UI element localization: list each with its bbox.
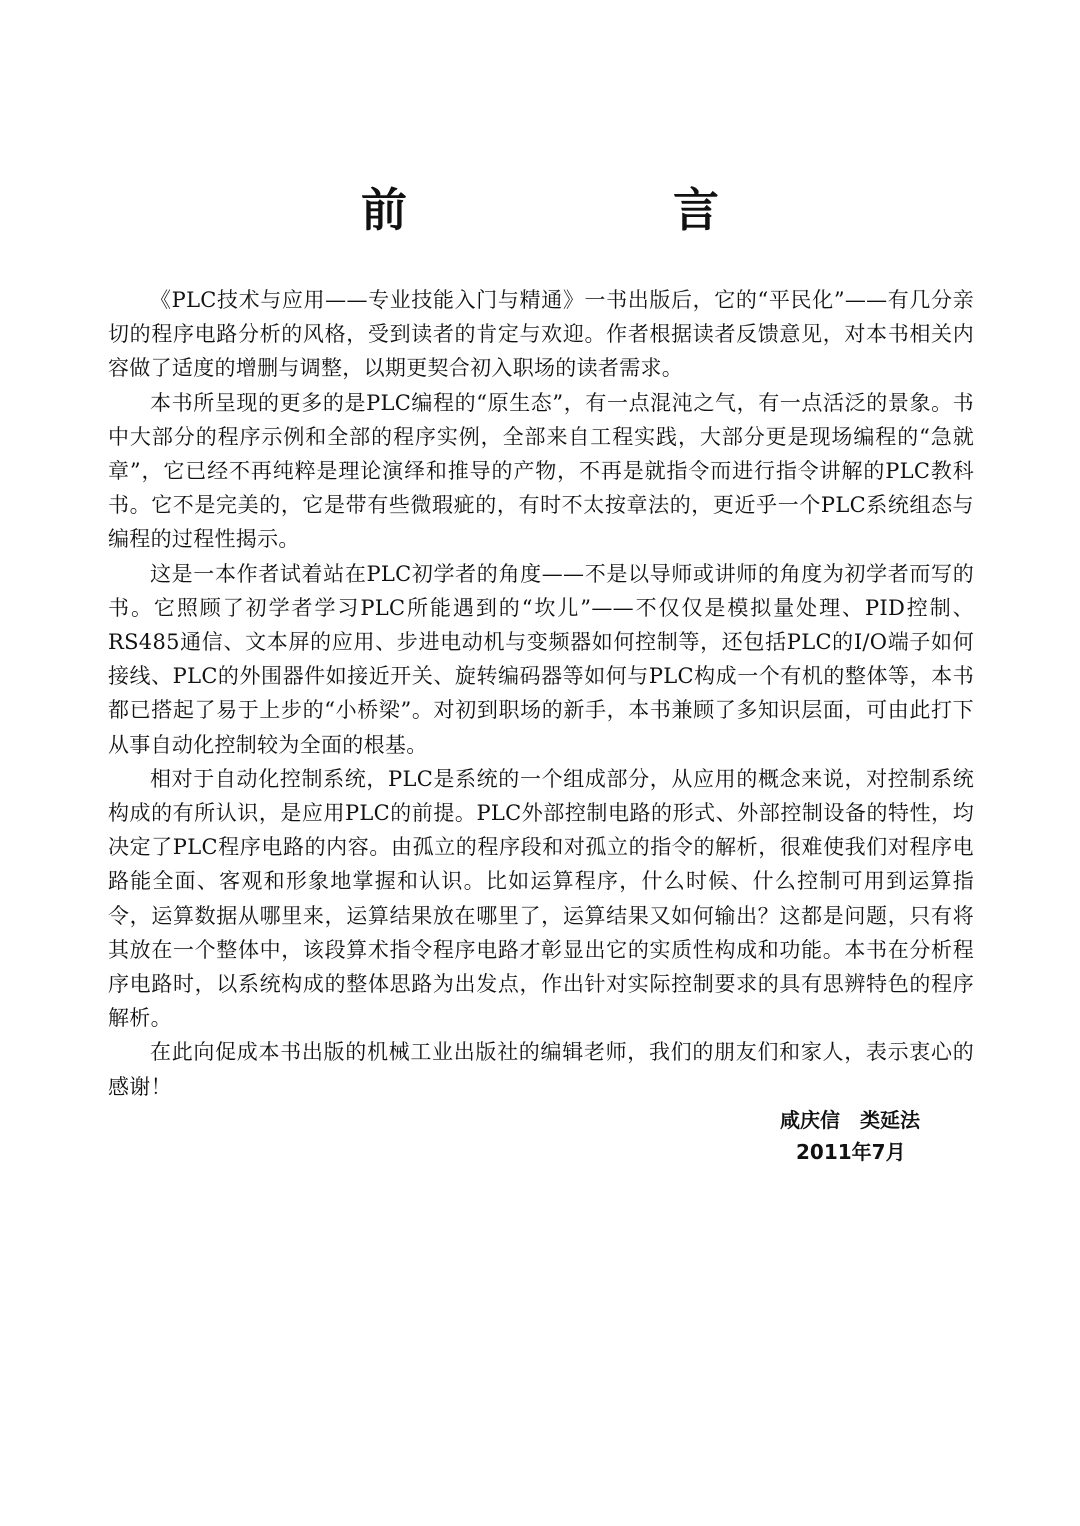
signature-authors: 咸庆信 类延法 bbox=[780, 1108, 920, 1132]
paragraph-4: 相对于自动化控制系统，PLC是系统的一个组成部分，从应用的概念来说，对控制系统构成的有所认识，是应用PLC的前提。PLC外部控制电路的形式、外部控制设备的特性，均决定了PLC程序电路的内容。由孤立的程序段和对孤立的指令的解析，很难使我们对程序电路能全面、客观和形象地掌握和认识。比如运算程序，什么时候、什么控制可用到运算指令，运算数据从哪里来，运算结果放在哪里了，运算结果又如何输出？这都是问题，只有将其放在一个整体中，该段算术指令程序电路才彰显出它的实质性构成和功能。本书在分析程序电路时，以系统构成的整体思路为出发点，作出针对实际控制要求的具有思辨特色的程序解析。 bbox=[108, 766, 974, 1031]
signature-date: 2011年7月 bbox=[796, 1140, 906, 1164]
paragraph-1: 《PLC技术与应用——专业技能入门与精通》一书出版后，它的“平民化”——有几分亲切的程序电路分析的风格，受到读者的肯定与欢迎。作者根据读者反馈意见，对本书相关内容做了适度的增删与调整，以期更契合初入职场的读者需求。 bbox=[108, 288, 974, 381]
preface-body bbox=[108, 283, 974, 1104]
paragraph-5: 在此向促成本书出版的机械工业出版社的编辑老师，我们的朋友们和家人，表示衷心的感谢！ bbox=[108, 1040, 974, 1099]
signature-block bbox=[760, 1104, 960, 1168]
paragraph-3: 这是一本作者试着站在PLC初学者的角度——不是以导师或讲师的角度为初学者而写的书。它照顾了初学者学习PLC所能遇到的“坎儿”——不仅仅是模拟量处理、PID控制、RS485通信、文本屏的应用、步进电动机与变频器如何控制等，还包括PLC的I/O端子如何接线、PLC的外围器件如接近开关、旋转编码器等如何与PLC构成一个有机的整体等，本书都已搭起了易于上步的“小桥梁”。对初到职场的新手，本书兼顾了多知识层面，可由此打下从事自动化控制较为全面的根基。 bbox=[108, 561, 974, 757]
page-title: 前 言 bbox=[361, 183, 829, 237]
paragraph-2: 本书所呈现的更多的是PLC编程的“原生态”，有一点混沌之气，有一点活泛的景象。书中大部分的程序示例和全部的程序实例，全部来自工程实践，大部分更是现场编程的“急就章”，它已经不再纯粹是理论演绎和推导的产物，不再是就指令而进行指令讲解的PLC教科书。它不是完美的，它是带有些微瑕疵的，有时不太按章法的，更近乎一个PLC系统组态与编程的过程性揭示。 bbox=[108, 390, 974, 552]
